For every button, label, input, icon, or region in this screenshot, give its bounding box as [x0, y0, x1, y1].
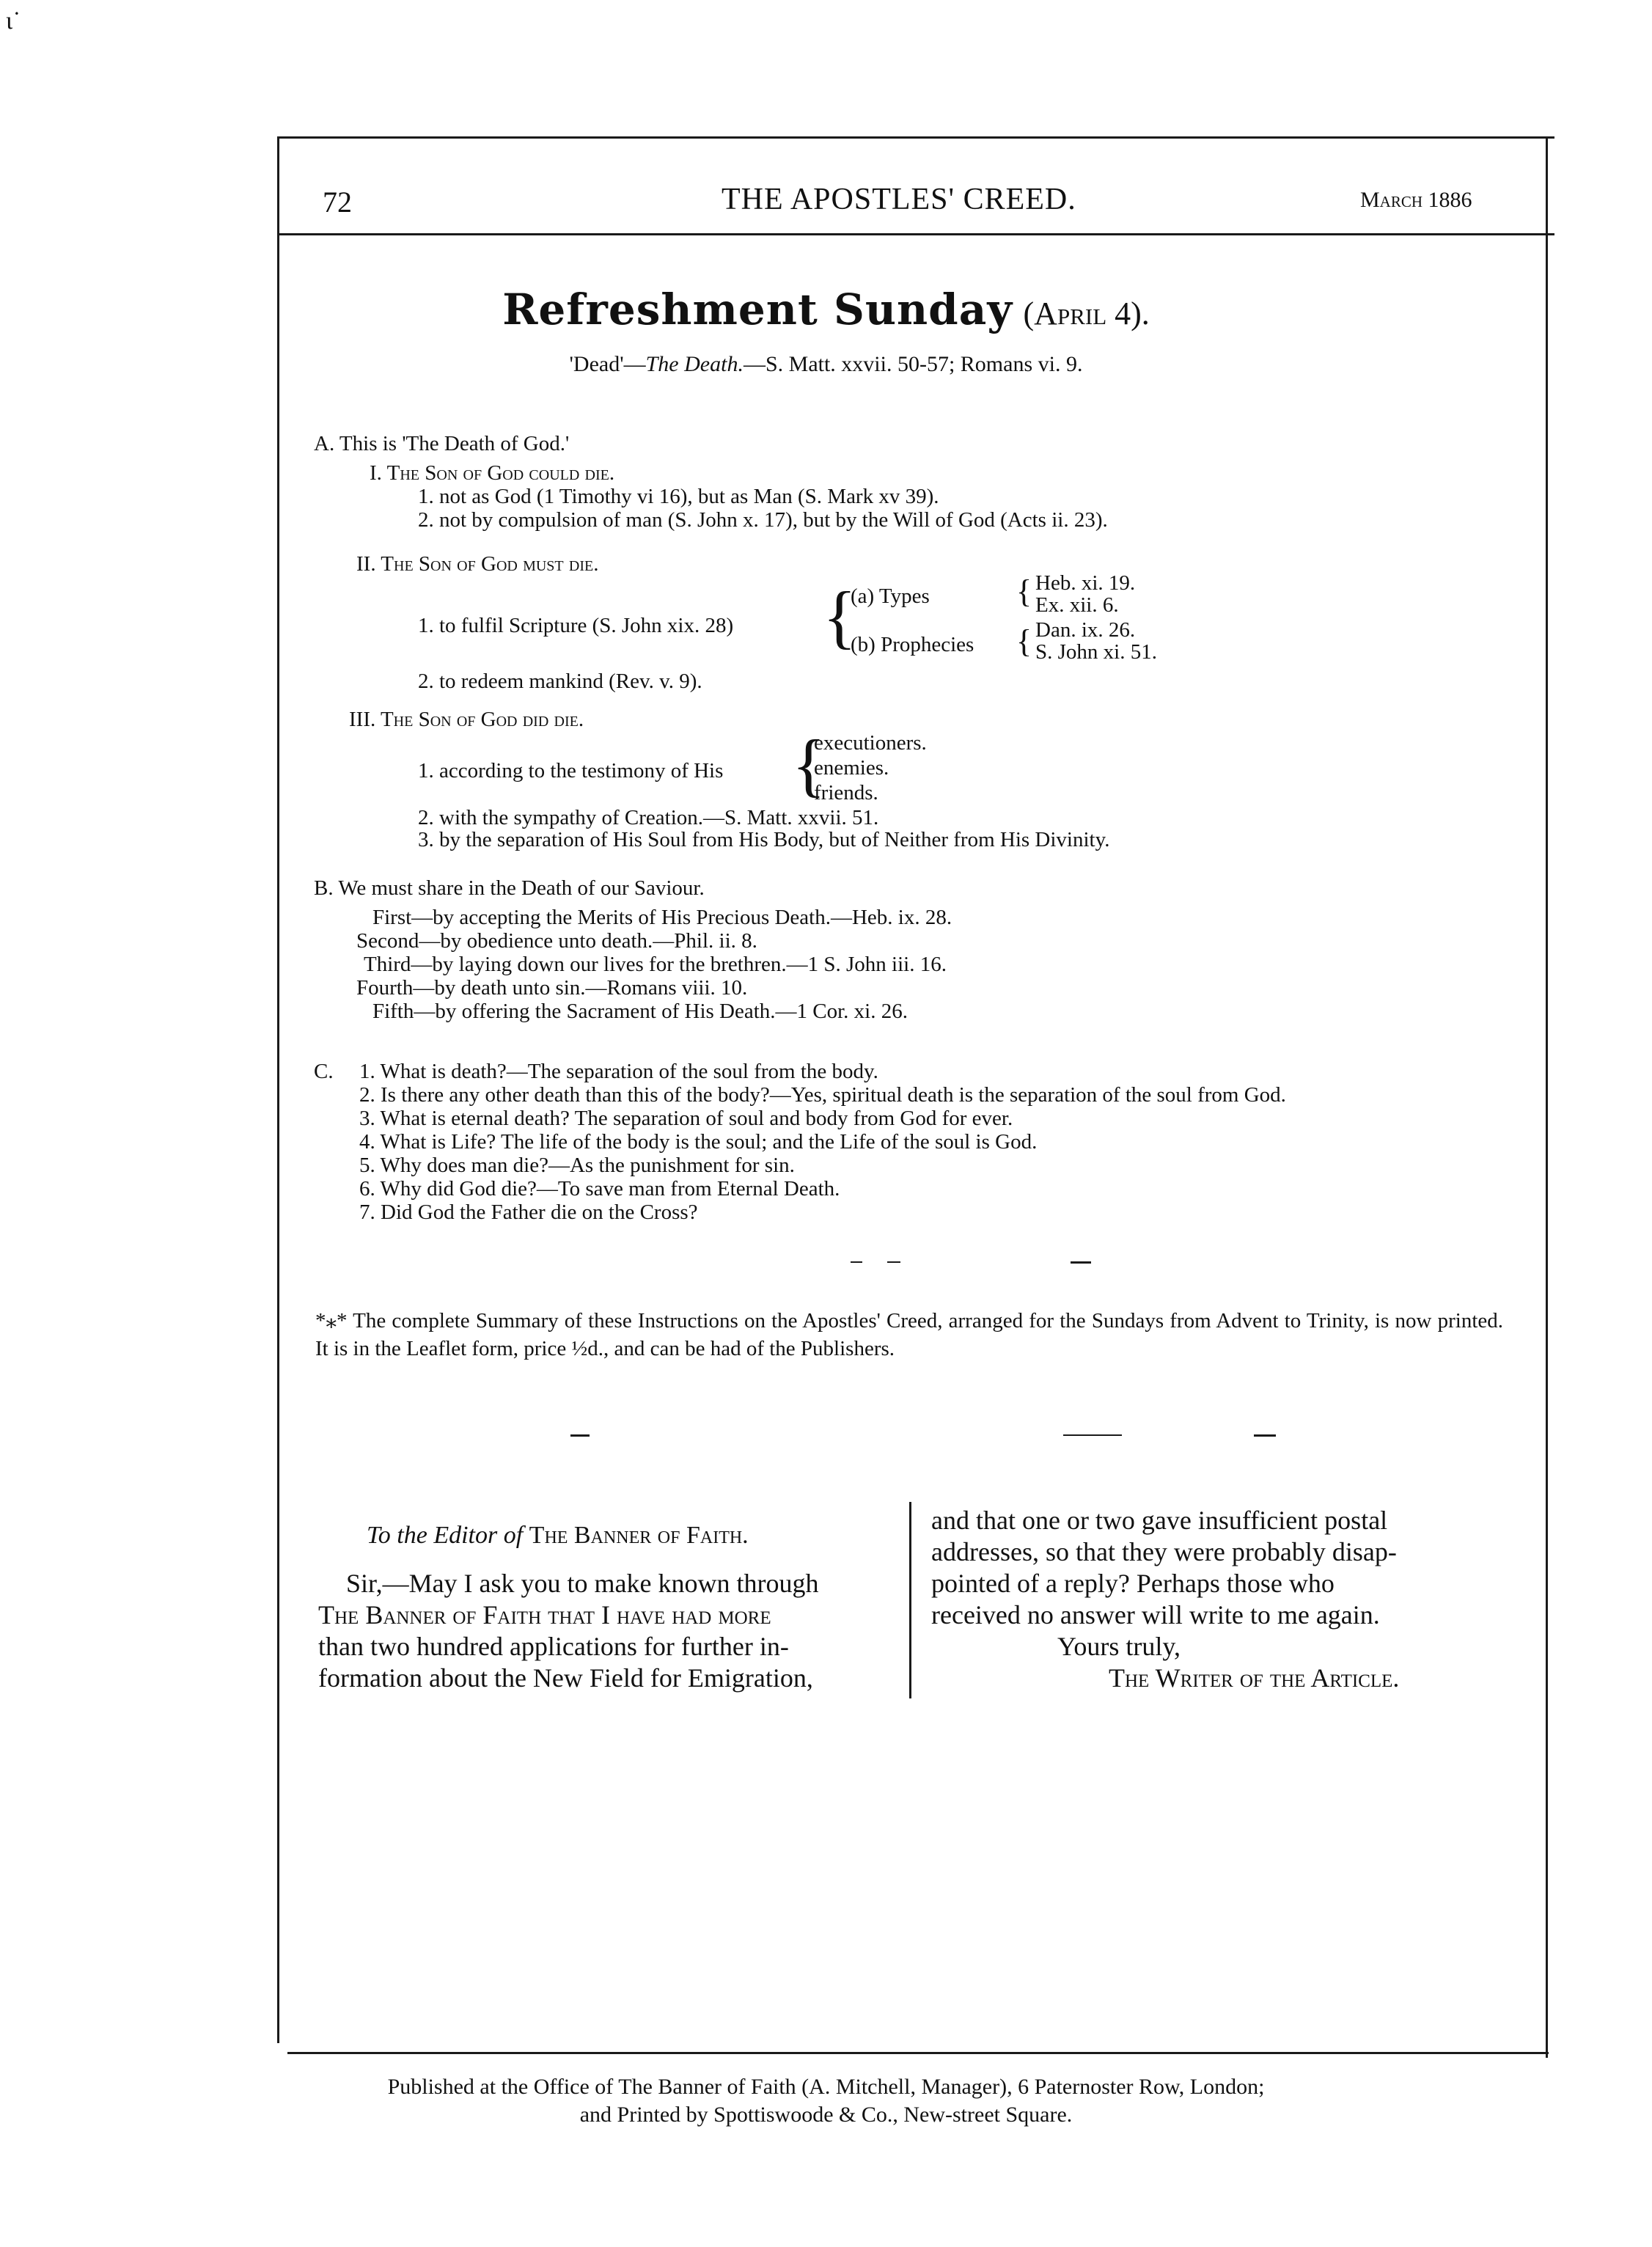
letter-right-line-1: and that one or two gave insufficient postal — [931, 1506, 1388, 1535]
section-a-i-item-1: 1. not as God (1 Timothy vi 16), but as Man (S. Mark xv 39). — [418, 485, 939, 508]
ref-heb: Heb. xi. 19. — [1035, 571, 1136, 595]
prophecies-label: (b) Prophecies — [851, 633, 974, 656]
section-c-item-1: 1. What is death?—The separation of the soul from the body. — [359, 1060, 878, 1083]
column-divider — [909, 1502, 911, 1698]
section-c-item-6: 6. Why did God die?—To save man from Eternal Death. — [359, 1177, 840, 1201]
frame-bottom-rule — [287, 2052, 1549, 2054]
brace-prophecies: { — [1016, 623, 1032, 659]
issue-date: March 1886 — [1360, 188, 1472, 212]
separator-dash — [887, 1261, 900, 1263]
letter-left-line-3: than two hundred applications for further in- — [318, 1632, 789, 1661]
brace-types: { — [1016, 573, 1032, 609]
types-label: (a) Types — [851, 584, 930, 608]
letter-heading-paper: The Banner of Faith. — [529, 1522, 749, 1549]
letter-left-line-2: The Banner of Faith that I have had more — [318, 1600, 771, 1630]
subtitle — [0, 352, 1652, 377]
letter-left-line-4: formation about the New Field for Emigration, — [318, 1663, 813, 1693]
section-a-ii-heading: II. The Son of God must die. — [356, 552, 599, 576]
imprint-line-1: Published at the Office of The Banner of Faith (A. Mitchell, Manager), 6 Paternoster Row, London; — [387, 2075, 1265, 2099]
witness-friends: friends. — [814, 781, 878, 804]
letter-right-line-3: pointed of a reply? Perhaps those who — [931, 1569, 1335, 1598]
section-a-iii-item-3: 3. by the separation of His Soul from His Body, but of Neither from His Divinity. — [418, 828, 1110, 851]
section-c-label: C. — [314, 1060, 334, 1083]
section-c-item-2: 2. Is there any other death than this of the body?—Yes, spiritual death is the separation of the soul from God. — [359, 1083, 1286, 1107]
frame-left-rule — [277, 136, 279, 2043]
section-b-item-2: Second—by obedience unto death.—Phil. ii. 8. — [356, 929, 757, 953]
page-title — [0, 285, 1652, 334]
section-c-item-4: 4. What is Life? The life of the body is the soul; and the Life of the soul is God. — [359, 1130, 1038, 1154]
letter-right-line-2: addresses, so that they were probably disap- — [931, 1537, 1397, 1566]
section-a-i-heading: I. The Son of God could die. — [370, 461, 615, 485]
brace-witnesses: { — [792, 725, 826, 804]
witness-enemies: enemies. — [814, 756, 889, 780]
subtitle-rest: —S. Matt. xxvii. 50-57; Romans vi. 9. — [743, 352, 1083, 376]
witness-executioners: executioners. — [814, 731, 927, 755]
corner-mark: ι˙ — [6, 7, 21, 34]
title-main: Refreshment Sunday — [502, 285, 1013, 334]
section-b-item-5: Fifth—by offering the Sacrament of His Death.—1 Cor. xi. 26. — [372, 1000, 908, 1023]
section-b-heading: B. We must share in the Death of our Saviour. — [314, 876, 705, 900]
frame-header-rule — [277, 233, 1554, 235]
separator-dash — [1254, 1434, 1276, 1437]
ref-ex: Ex. xii. 6. — [1035, 593, 1119, 617]
running-title: THE APOSTLES' CREED. — [722, 183, 1076, 216]
redeem-mankind: 2. to redeem mankind (Rev. v. 9). — [418, 670, 702, 693]
brace-scripture: { — [823, 577, 857, 656]
title-date: (April 4). — [1023, 296, 1150, 331]
separator-dash — [1063, 1434, 1122, 1436]
section-c-item-3: 3. What is eternal death? The separation of soul and body from God for ever. — [359, 1107, 1013, 1130]
frame-right-rule — [1546, 136, 1548, 2058]
section-b-item-3: Third—by laying down our lives for the brethren.—1 S. John iii. 16. — [364, 953, 947, 976]
separator-dash — [1071, 1261, 1091, 1264]
frame-top-rule — [277, 136, 1554, 139]
letter-heading — [367, 1520, 749, 1551]
letter-right-line-4: received no answer will write to me again. — [931, 1600, 1380, 1630]
imprint-line-2: and Printed by Spottiswoode & Co., New-street Square. — [579, 2103, 1073, 2127]
section-a-heading: A. This is 'The Death of God.' — [314, 432, 570, 455]
section-b-item-1: First—by accepting the Merits of His Precious Death.—Heb. ix. 28. — [372, 906, 952, 929]
letter-closing: Yours truly, — [1057, 1632, 1181, 1661]
ref-john: S. John xi. 51. — [1035, 640, 1157, 664]
page-number: 72 — [323, 186, 352, 219]
section-a-iii-heading: III. The Son of God did die. — [349, 708, 584, 731]
notice-paragraph: *⁎* The complete Summary of these Instructions on the Apostles' Creed, arranged for the Sundays from Advent to Trinity, is now printed. It is in the Leaflet form, price ½d., and can be had of the Publishers. — [315, 1309, 1503, 1360]
section-c-item-7: 7. Did God the Father die on the Cross? — [359, 1201, 698, 1224]
subtitle-prefix: 'Dead'— — [569, 352, 646, 376]
separator-dash — [851, 1261, 862, 1263]
section-b-item-4: Fourth—by death unto sin.—Romans viii. 10. — [356, 976, 748, 1000]
section-c-item-5: 5. Why does man die?—As the punishment for sin. — [359, 1154, 795, 1177]
letter-signature: The Writer of the Article. — [1109, 1663, 1400, 1693]
separator-dash — [570, 1434, 590, 1437]
letter-left-line-1: Sir,—May I ask you to make known through — [346, 1569, 819, 1598]
section-a-iii-item-2: 2. with the sympathy of Creation.—S. Matt. xxvii. 51. — [418, 806, 879, 829]
fulfil-scripture: 1. to fulfil Scripture (S. John xix. 28) — [418, 614, 734, 637]
testimony: 1. according to the testimony of His — [418, 759, 724, 782]
ref-dan: Dan. ix. 26. — [1035, 618, 1136, 642]
section-a-i-item-2: 2. not by compulsion of man (S. John x. 17), but by the Will of God (Acts ii. 23). — [418, 508, 1108, 532]
letter-heading-to: To the Editor of — [367, 1522, 524, 1549]
subtitle-italic: The Death. — [645, 352, 744, 376]
